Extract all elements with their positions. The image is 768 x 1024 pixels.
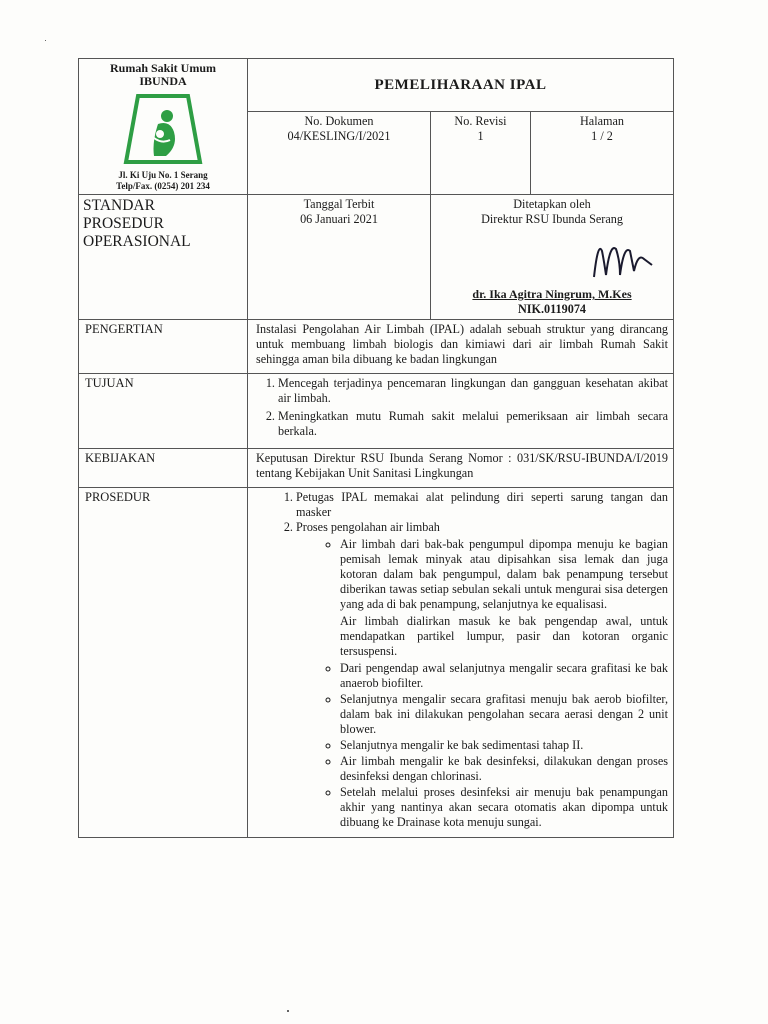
page-value: 1 / 2 (591, 129, 613, 143)
approver-name: dr. Ika Agitra Ningrum, M.Kes (472, 287, 632, 301)
kebijakan-text: Keputusan Direktur RSU Ibunda Serang Nomor : 031/SK/RSU-IBUNDA/I/2019 tentang Kebijakan Unit Sanitasi Lingkungan (248, 449, 674, 488)
mother-child-logo-icon (120, 94, 206, 164)
sop-document-table (78, 58, 674, 838)
prosedur-content (248, 488, 674, 838)
approver-nik: NIK.0119074 (517, 302, 587, 316)
revision-value: 1 (477, 129, 484, 143)
sop-line3: OPERASIONAL (83, 233, 191, 250)
pengertian-text: Instalasi Pengolahan Air Limbah (IPAL) adalah sebuah struktur yang dirancang untuk membuang limbah biologis dan kimiawi dari air limbah Rumah Sakit sehingga aman bila dibuang ke badan lingkungan (248, 320, 674, 374)
tujuan-content (248, 374, 674, 449)
tujuan-list (256, 376, 668, 439)
prosedur-step-1: 1. Petugas IPAL memakai alat pelindung diri seperti sarung tangan dan masker (296, 490, 668, 520)
process-bullet: ◦ Setelah melalui proses desinfeksi air menuju bak penampungan akhir yang nantinya akan secara otomatis akan dipompa untuk dibuang ke Drainase kota menuju sungai. (340, 785, 668, 830)
hospital-header-cell (79, 59, 248, 195)
process-bullet: ◦ Air limbah mengalir ke bak desinfeksi, dilakukan dengan proses desinfeksi dengan chlorinasi. (340, 754, 668, 784)
tujuan-item: 2. Meningkatkan mutu Rumah sakit melalui pemeriksaan air limbah secara berkala. (278, 409, 668, 439)
approval-cell (431, 195, 674, 320)
tujuan-label: TUJUAN (79, 374, 248, 449)
document-number-cell (248, 112, 431, 195)
page-number-cell (531, 112, 674, 195)
address-phone: Telp/Fax. (0254) 201 234 (116, 181, 210, 191)
issue-date-label: Tanggal Terbit (303, 197, 375, 211)
process-bullet (340, 537, 668, 659)
issue-date-value: 06 Januari 2021 (300, 212, 378, 226)
process-bullet: ◦ Selanjutnya mengalir ke bak sedimentasi tahap II. (340, 738, 668, 753)
signature-area (435, 227, 669, 287)
approved-by-label: Ditetapkan oleh (513, 197, 591, 211)
scan-speck (45, 40, 46, 41)
revision-label: No. Revisi (454, 114, 507, 128)
hospital-address (79, 170, 247, 194)
address-street: Jl. Ki Uju No. 1 Serang (118, 170, 208, 180)
process-bullet: ◦ Dari pengendap awal selanjutnya mengalir secara grafitasi ke bak anaerob biofilter. (340, 661, 668, 691)
document-number-label: No. Dokumen (304, 114, 374, 128)
page-label: Halaman (580, 114, 624, 128)
prosedur-label: PROSEDUR (79, 488, 248, 838)
kebijakan-label: KEBIJAKAN (79, 449, 248, 488)
prosedur-step-2-label: Proses pengolahan air limbah (296, 520, 440, 534)
sop-line1: STANDAR (83, 197, 155, 214)
document-number-value: 04/KESLING/I/2021 (287, 129, 391, 143)
tujuan-item: 1. Mencegah terjadinya pencemaran lingkungan dan gangguan kesehatan akibat air limbah. (278, 376, 668, 406)
signature-icon (590, 231, 660, 289)
approver-title: Direktur RSU Ibunda Serang (481, 212, 623, 226)
hospital-name-line2: IBUNDA (139, 74, 187, 88)
scan-speck (287, 1010, 289, 1012)
sop-heading-cell (79, 195, 248, 320)
issue-date-cell (248, 195, 431, 320)
document-title: PEMELIHARAAN IPAL (248, 59, 674, 112)
sop-line2: PROSEDUR (83, 215, 164, 232)
prosedur-steps (256, 490, 668, 830)
process-bullet-text: ◦ Air limbah dari bak-bak pengumpul dipompa menuju ke bagian pemisah lemak minyak atau dipisahkan sisa lemak dan juga kotoran dalam bak pengumpul, dalam bak penampung tersebut diberikan tawas setiap sebulan sekali untuk mengurai sisa detergen yang ada di bak penampung, selanjutnya ke equalisasi. (340, 537, 669, 611)
process-bullet-continuation: Air limbah dialirkan masuk ke bak pengendap awal, untuk mendapatkan partikel lumpur, pasir dan kotoran organic tersuspensi. (340, 614, 669, 658)
prosedur-step-2 (296, 520, 668, 830)
process-bullet: ◦ Selanjutnya mengalir secara grafitasi menuju bak aerob biofilter, dalam bak ini dilakukan pengolahan secara aerasi dengan 2 unit blower. (340, 692, 668, 737)
pengertian-label: PENGERTIAN (79, 320, 248, 374)
process-bullet-list (296, 537, 668, 830)
hospital-name-line1: Rumah Sakit Umum (109, 61, 217, 75)
revision-cell (431, 112, 531, 195)
